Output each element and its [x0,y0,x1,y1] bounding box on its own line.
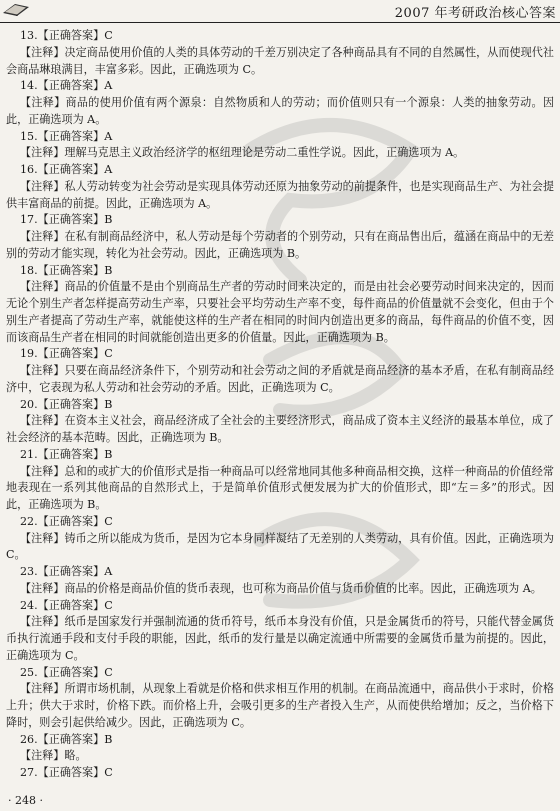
explanation-paragraph: 【注释】略。 [20,749,87,763]
explanation-paragraph: 【注释】纸币是国家发行并强制流通的货币符号，纸币本身没有价值，只是金属货币的符号，只能代替金属货币执行流通手段和支付手段的职能，因此，纸币的发行量是以确定流通中所需要的金属货币量为前提的。因此，正确选项为 C。 [6,615,554,662]
answer-line: 20.【正确答案】B [20,397,113,411]
explanation-paragraph: 【注释】商品的使用价值有两个源泉：自然物质和人的劳动；而价值则只有一个源泉：人类的抽象劳动。因此，正确选项为 A。 [6,96,554,126]
answer-list [6,28,554,782]
page-number: · 248 · [8,794,43,807]
explanation-paragraph: 【注释】商品的价格是商品价值的货币表现，也可称为商品价值与货币价值的比率。因此，正确选项为 A。 [20,581,542,595]
answer-line: 14.【正确答案】A [20,79,113,93]
explanation-paragraph: 【注释】理解马克思主义政治经济学的枢纽理论是劳动二重性学说。因此，正确选项为 A。 [20,146,465,160]
answer-line: 26.【正确答案】B [20,732,113,746]
answer-line: 25.【正确答案】C [20,665,113,679]
explanation-paragraph: 【注释】在资本主义社会，商品经济成了全社会的主要经济形式，商品成了资本主义经济的最基本单位，成了社会经济的基本范畴。因此，正确选项为 B。 [6,414,554,444]
explanation-paragraph: 【注释】总和的或扩大的价值形式是指一种商品可以经常地同其他多种商品相交换，这样一种商品的价值经常地表现在一系列其他商品的自然形式上，于是简单价值形式便发展为扩大的价值形式，即“左＝多”的形式。因此，正确选项为 B。 [6,464,554,511]
answer-line: 19.【正确答案】C [20,347,113,361]
answer-line: 22.【正确答案】C [20,514,113,528]
answer-line: 16.【正确答案】A [20,163,113,176]
explanation-paragraph: 【注释】铸币之所以能成为货币，是因为它本身同样凝结了无差别的人类劳动，具有价值。因此，正确选项为 C。 [6,531,554,562]
explanation-paragraph: 【注释】在私有制商品经济中，私人劳动是每个劳动者的个别劳动，只有在商品售出后，蕴涵在商品中的无差别的劳动才能实现，转化为社会劳动。因此，正确选项为 B。 [6,230,554,260]
answer-line: 13.【正确答案】C [20,29,113,42]
explanation-paragraph: 【注释】商品的价值量不是由个别商品生产者的劳动时间来决定的，而是由社会必要劳动时间来决定的，因而无论个别生产者怎样提高劳动生产率，只要社会平均劳动生产率不变，每件商品的价值量就不会变化，但由于个别生产者提高了劳动生产率，就能使这样的生产者在相同的时间内创造出更多的商品，每件商品的价值不变，因而该商品生产者在相同的时间就能创造出更多的价值量。因此，正确选项为 B。 [6,280,554,344]
running-header [0,0,560,23]
answer-line: 18.【正确答案】B [20,263,113,277]
header-title: 2007 年考研政治核心答案 [394,6,556,21]
explanation-paragraph: 【注释】所谓市场机制，从现象上看就是价格和供求相互作用的机制。在商品流通中，商品供小于求时，价格上升；供大于求时，价格下跌。而价格上升，会吸引更多的生产者投入生产，从而使供给增加；反之，当价格下降时，则会引起供给减少。因此，正确选项为 C。 [6,682,554,729]
answer-line: 24.【正确答案】C [20,598,113,612]
explanation-paragraph: 【注释】决定商品使用价值的人类的具体劳动的千差万别决定了各种商品具有不同的自然属性，从而使现代社会商品琳琅满目，丰富多彩。因此，正确选项为 C。 [6,45,554,76]
book-logo-icon [2,1,30,17]
explanation-paragraph: 【注释】只要在商品经济条件下，个别劳动和社会劳动之间的矛盾就是商品经济的基本矛盾，在私有制商品经济中，它表现为私人劳动和社会劳动的矛盾。因此，正确选项为 C。 [6,364,554,394]
answer-line: 23.【正确答案】A [20,565,113,578]
answer-line: 27.【正确答案】C [20,766,113,779]
explanation-paragraph: 【注释】私人劳动转变为社会劳动是实现具体劳动还原为抽象劳动的前提条件，也是实现商品生产、为社会提供丰富商品的前提。因此，正确选项为 A。 [6,179,554,210]
answer-line: 21.【正确答案】B [20,447,113,461]
answer-line: 17.【正确答案】B [20,213,113,227]
answer-line: 15.【正确答案】A [20,129,113,143]
